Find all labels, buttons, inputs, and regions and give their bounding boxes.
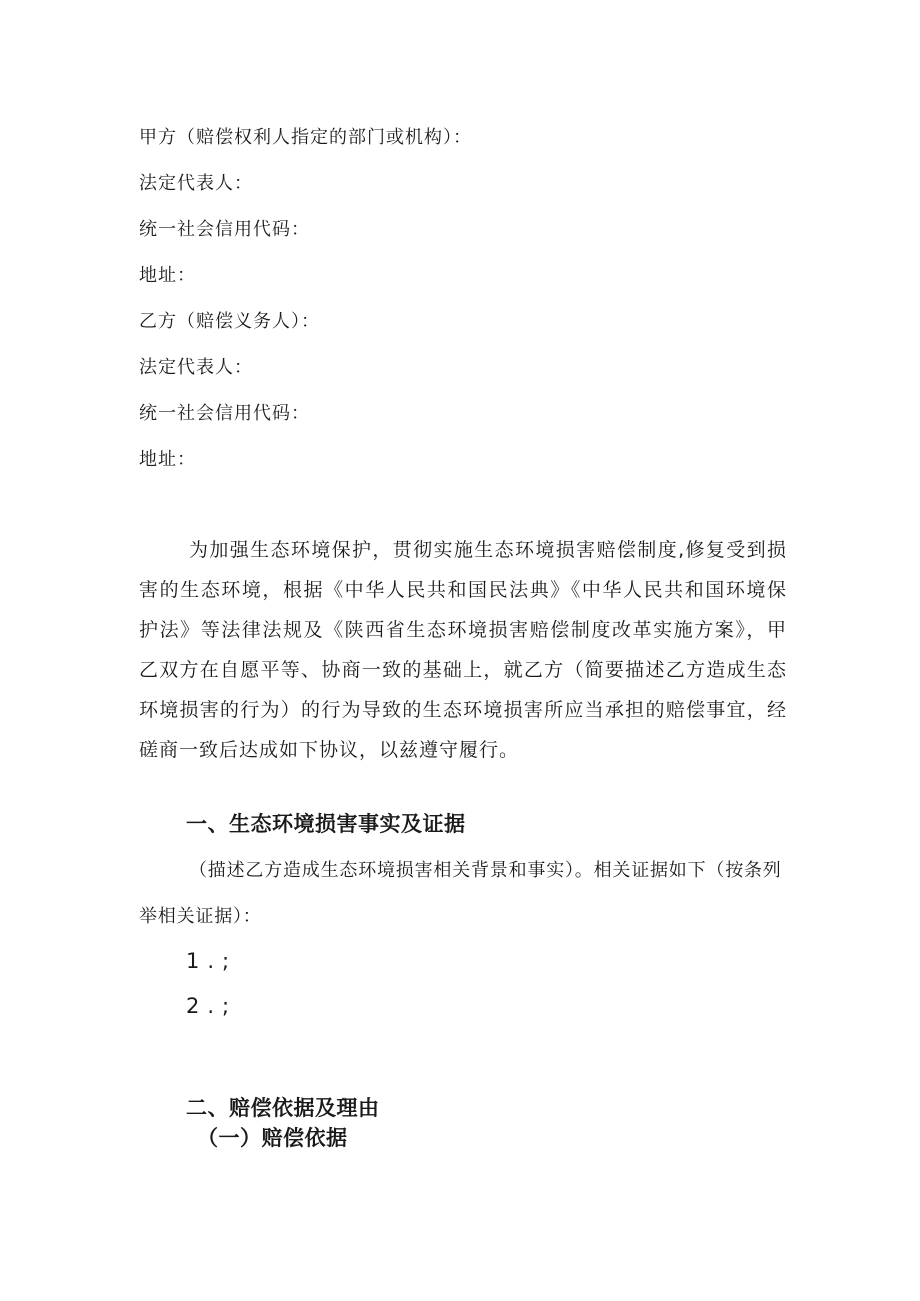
- party-a-title: 甲方（赔偿权利人指定的部门或机构）：: [139, 127, 472, 148]
- section-1-heading: 一、生态环境损害事实及证据: [186, 812, 466, 836]
- party-a-address: 地址：: [139, 265, 196, 286]
- evidence-item-1: 1.;: [186, 949, 238, 973]
- party-b-credit-code: 统一社会信用代码：: [139, 403, 310, 424]
- preamble-paragraph: 为加强生态环境保护，贯彻实施生态环境损害赔偿制度,修复受到损害的生态环境，根据《中华人民共和国民法典》《中华人民共和国环境保护法》等法律法规及《陕西省生态环境损害赔偿制度改革实施方案》，甲乙双方在自愿平等、协商一致的基础上，就乙方（简要描述乙方造成生态环境损害的行为）的行为导致的生态环境损害所应当承担的赔偿事宜，经磋商一致后达成如下协议，以兹遵守履行。: [139, 539, 787, 761]
- party-b-legal-rep: 法定代表人：: [139, 357, 253, 378]
- party-b-address: 地址：: [139, 449, 196, 470]
- evidence-item-2: 2.;: [186, 994, 238, 1018]
- party-a-legal-rep: 法定代表人：: [139, 173, 253, 194]
- party-a-credit-code: 统一社会信用代码：: [139, 219, 310, 240]
- section-1-body: （描述乙方造成生态环境损害相关背景和事实）。相关证据如下（按条列举相关证据）：: [139, 860, 782, 927]
- section-2-subheading: （一）赔偿依据: [197, 1126, 348, 1150]
- section-2-heading: 二、赔偿依据及理由: [186, 1096, 380, 1120]
- party-b-title: 乙方（赔偿义务人）：: [139, 311, 320, 332]
